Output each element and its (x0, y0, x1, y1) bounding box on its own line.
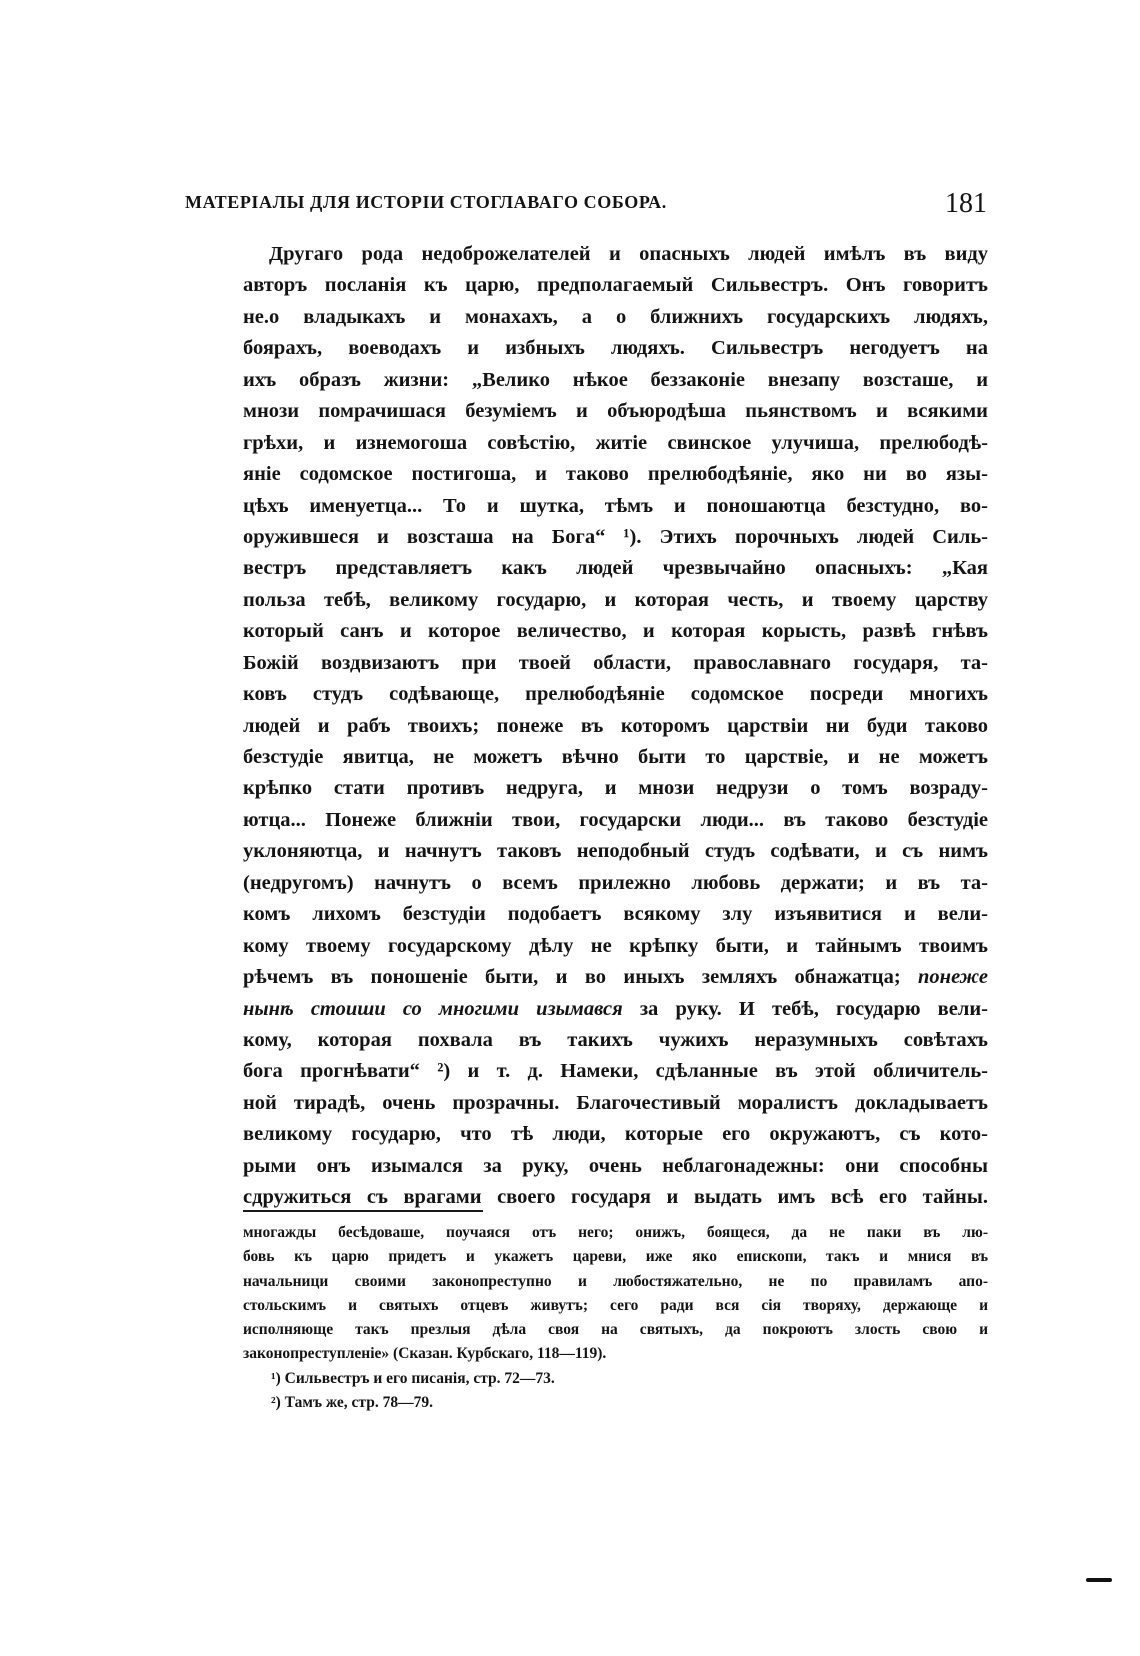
footnote-line: начальници своими законопреступно и любостяжательно, не по правиламъ апо- (243, 1272, 988, 1290)
text-line: Другаго рода недоброжелателей и опасныхъ людей имѣлъ въ виду (269, 243, 988, 265)
text-line-mixed (243, 966, 988, 997)
text-line: ютца... Понеже ближніи твои, государски люди... въ таково безстудіе (243, 808, 988, 831)
footnote-line: исполняюще такъ презлыя дѣла своя на святыхъ, да покроютъ злость свою и (243, 1321, 988, 1339)
footnote-1: ¹) Сильвестръ и его писанія, стр. 72—73. (271, 1369, 555, 1387)
text-line: авторъ посланія къ царю, предполагаемый Сильвестръ. Онъ говоритъ (243, 274, 988, 297)
text-line: сдружиться съ врагами своего государя и выдать имъ всѣ его тайны. (243, 1186, 988, 1209)
italic-segment: нынѣ стоиши со многими изымався (243, 997, 623, 1020)
text-line: людей и рабъ твоихъ; понеже въ которомъ царствіи ни буди таково (243, 714, 988, 737)
footnote-2: ²) Тамъ же, стр. 78—79. (271, 1394, 433, 1412)
text-line: безстудіе явитца, не можетъ вѣчно быти то царствіе, и не можетъ (243, 746, 988, 768)
page-header (185, 188, 987, 222)
text-line-mixed (243, 998, 988, 1029)
main-text (243, 243, 988, 1218)
text-line: вестръ представляетъ какъ людей чрезвычайно опасныхъ: „Кая (243, 557, 988, 580)
footnote-rule (243, 1210, 483, 1212)
text-line: рыми онъ изымался за руку, очень неблагонадежны: они способны (243, 1154, 988, 1177)
text-line: цѣхъ именуетца... То и шутка, тѣмъ и поношаютца безстудно, во- (243, 494, 988, 517)
text-line: кому твоему государскому дѣлу не крѣпку быти, и тайнымъ твоимъ (243, 934, 988, 957)
page-number: 181 (945, 188, 987, 219)
text-line: комъ лихомъ безстудіи подобаетъ всякому злу изъявитися и вели- (243, 903, 988, 926)
italic-segment: понеже (918, 966, 988, 989)
text-line: (недругомъ) начнутъ о всемъ прилежно любовь держати; и въ та- (243, 871, 988, 894)
text-segment: рѣчемъ въ поношеніе быти, и во иныхъ земляхъ обнажатца; (243, 966, 901, 989)
footnote-line: стольскимъ и святыхъ отцевъ живутъ; сего ради вся сія творяху, держающе и (243, 1296, 988, 1314)
text-line: ихъ образъ жизни: „Велико нѣкое беззаконіе внезапу возсташе, и (243, 368, 988, 391)
text-line: не.о владыкахъ и монахахъ, а о ближнихъ государскихъ людяхъ, (243, 305, 988, 328)
text-segment: за руку. И тебѣ, государю вели- (639, 997, 988, 1020)
footnote-line: бовь къ царю придетъ и укажетъ цареви, иже яко епископи, такъ и мнися въ (243, 1248, 988, 1266)
text-line: ковъ студъ содѣвающе, прелюбодѣяніе содомское посреди многихъ (243, 683, 988, 706)
running-title: МАТЕРІАЛЫ ДЛЯ ИСТОРІИ СТОГЛАВАГО СОБОРА. (185, 192, 667, 212)
scan-mark (1086, 1578, 1112, 1582)
text-line: мнози помрачишася безуміемъ и объюродѣша пьянствомъ и всякими (243, 400, 988, 423)
text-line: яніе содомское постигоша, и таково прелюбодѣяніе, яко ни во язы- (243, 463, 988, 486)
text-line: польза тебѣ, великому государю, и которая честь, и твоему царству (243, 588, 988, 611)
text-line: бога прогнѣвати“ ²) и т. д. Намеки, сдѣланные въ этой обличитель- (243, 1060, 988, 1083)
text-line: который санъ и которое величество, и которая корысть, развѣ гнѣвъ (243, 620, 988, 643)
text-line: кому, которая похвала въ такихъ чужихъ неразумныхъ совѣтахъ (243, 1028, 988, 1051)
footnote-line: многажды бесѣдоваше, поучаяся отъ него; онижъ, боящеся, да не паки въ лю- (243, 1224, 988, 1241)
footnotes (243, 1224, 988, 1418)
text-line: грѣхи, и изнемогоша совѣстію, житіе свинское улучиша, прелюбодѣ- (243, 431, 988, 454)
text-line: оружившеся и возсташа на Бога“ ¹). Этихъ порочныхъ людей Силь- (243, 525, 988, 548)
text-line: крѣпко стати противъ недруга, и мнози недрузи о томъ возраду- (243, 777, 988, 800)
text-line: уклоняютца, и начнутъ таковъ неподобный студъ содѣвати, и съ нимъ (243, 840, 988, 863)
text-line: Божій воздвизаютъ при твоей области, православнаго государя, та- (243, 651, 988, 674)
text-line: ной тирадѣ, очень прозрачны. Благочестивый моралистъ докладываетъ (243, 1091, 988, 1114)
text-line: великому государю, что тѣ люди, которые его окружаютъ, съ кото- (243, 1123, 988, 1146)
text-line: боярахъ, воеводахъ и избныхъ людяхъ. Сильвестръ негодуетъ на (243, 337, 988, 360)
footnote-line: законопреступленіе» (Сказан. Курбскаго, 118—119). (243, 1345, 607, 1363)
